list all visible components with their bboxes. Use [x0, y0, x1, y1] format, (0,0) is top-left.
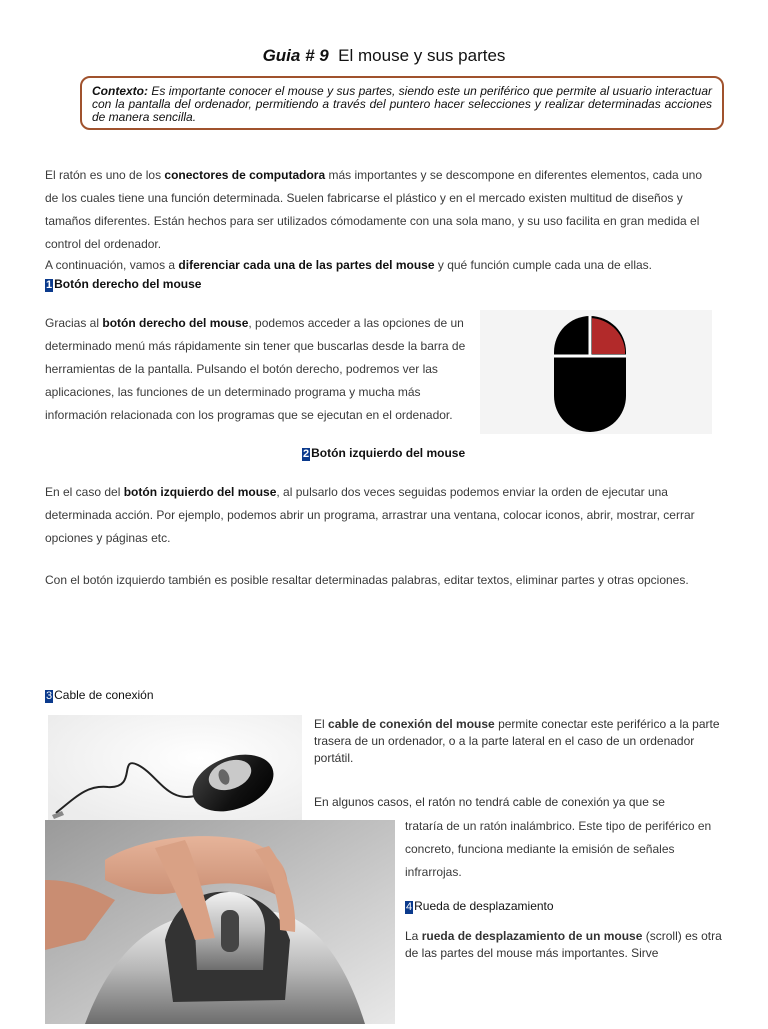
section3-number: 3: [46, 690, 53, 702]
section3-heading-text: Cable de conexión: [54, 688, 154, 702]
s2-text-c: , al pulsarlo dos veces seguidas podemos enviar la orden de ejecutar una determinada acción. Por ejemplo, podemos abrir un programa, arrastrar una ventana, colocar iconos, abrir, mostrar, cerrar opciones y páginas etc.: [45, 485, 695, 545]
section2-number: 2: [303, 448, 310, 460]
title-text: El mouse y sus partes: [338, 46, 506, 65]
mouse-diagram: [480, 310, 712, 434]
section3-paragraph-2-line1: En algunos casos, el ratón no tendrá cable de conexión ya que se: [314, 795, 665, 809]
section4-paragraph: [405, 928, 723, 962]
s2-text-a: En el caso del: [45, 485, 124, 499]
section2-heading: [302, 446, 465, 461]
section4-heading-text: Rueda de desplazamiento: [414, 899, 554, 913]
intro-text-a: El ratón es uno de los: [45, 168, 165, 182]
page-title: [0, 46, 768, 66]
s2-bold: botón izquierdo del mouse: [123, 485, 277, 499]
s3-text-c: permite conectar este periférico a la parte trasera de un ordenador, o a la parte lateral en el caso de un ordenador portátil.: [314, 717, 720, 765]
section4-number: 4: [406, 901, 413, 913]
section4-heading: [405, 899, 554, 914]
context-text: Es importante conocer el mouse y sus partes, siendo este un periférico que permite al usuario interactuar con la pantalla del ordenador, permitiendo a través del puntero hacer selecciones y realizar determinadas acciones de manera sencilla.: [92, 84, 712, 124]
context-box: [80, 76, 724, 130]
s3-bold: cable de conexión del mouse: [328, 717, 495, 731]
section2-heading-text: Botón izquierdo del mouse: [311, 446, 466, 460]
intro-paragraph-2: [45, 257, 735, 273]
section3-heading: [45, 688, 154, 703]
section1-paragraph: [45, 312, 470, 427]
section1-number: 1: [46, 279, 53, 291]
s1-text-c: , podemos acceder a las opciones de un determinado menú más rápidamente sin tener que buscarlas desde la barra de herramientas de la pantalla. Pulsando el botón derecho, podremos ver las aplicaciones, las funciones de un determinado programa y mucha más información relacionada con los programas que se ejecutan en el ordenador.: [45, 316, 466, 422]
s1-text-a: Gracias al: [45, 316, 103, 330]
s4-text-a: La: [405, 929, 422, 943]
intro2-text-a: A continuación, vamos a: [45, 258, 179, 272]
s4-bold: rueda de desplazamiento de un mouse: [421, 929, 643, 943]
section2-paragraph: [45, 481, 715, 550]
section2-paragraph-2: Con el botón izquierdo también es posible resaltar determinadas palabras, editar textos, eliminar partes y otras opciones.: [45, 573, 689, 587]
section3-paragraph-2-rest: trataría de un ratón inalámbrico. Este tipo de periférico en concreto, funciona mediante la emisión de señales infrarrojas.: [405, 819, 712, 879]
intro-text-c: más importantes y se descompone en diferentes elementos, cada uno de los cuales tiene una función determinada. Suelen fabricarse el plástico y en el mercado existen multitud de diseños y tamaños diferentes. Están hechos para ser utilizados cómodamente con una sola mano, y su uso facilita en gran medida el control del ordenador.: [45, 168, 703, 251]
hand-on-mouse-image: [45, 820, 395, 1024]
s1-bold: botón derecho del mouse: [102, 316, 249, 330]
wired-mouse-image: [48, 715, 302, 823]
section1-heading: [45, 277, 201, 292]
s4-text-c: (scroll) es otra de las partes del mouse más importantes. Sirve: [405, 929, 722, 960]
s3-text-a: El: [314, 717, 329, 731]
intro-paragraph: [45, 164, 715, 256]
right-button-highlight: [590, 318, 625, 354]
section3-paragraph: [314, 716, 724, 767]
section1-heading-text: Botón derecho del mouse: [54, 277, 202, 291]
context-label: Contexto:: [92, 84, 148, 98]
guide-number: Guia # 9: [262, 46, 329, 65]
intro-bold: conectores de computadora: [164, 168, 326, 182]
intro2-text-c: y qué función cumple cada una de ellas.: [434, 258, 653, 272]
intro2-bold: diferenciar cada una de las partes del mouse: [178, 258, 435, 272]
